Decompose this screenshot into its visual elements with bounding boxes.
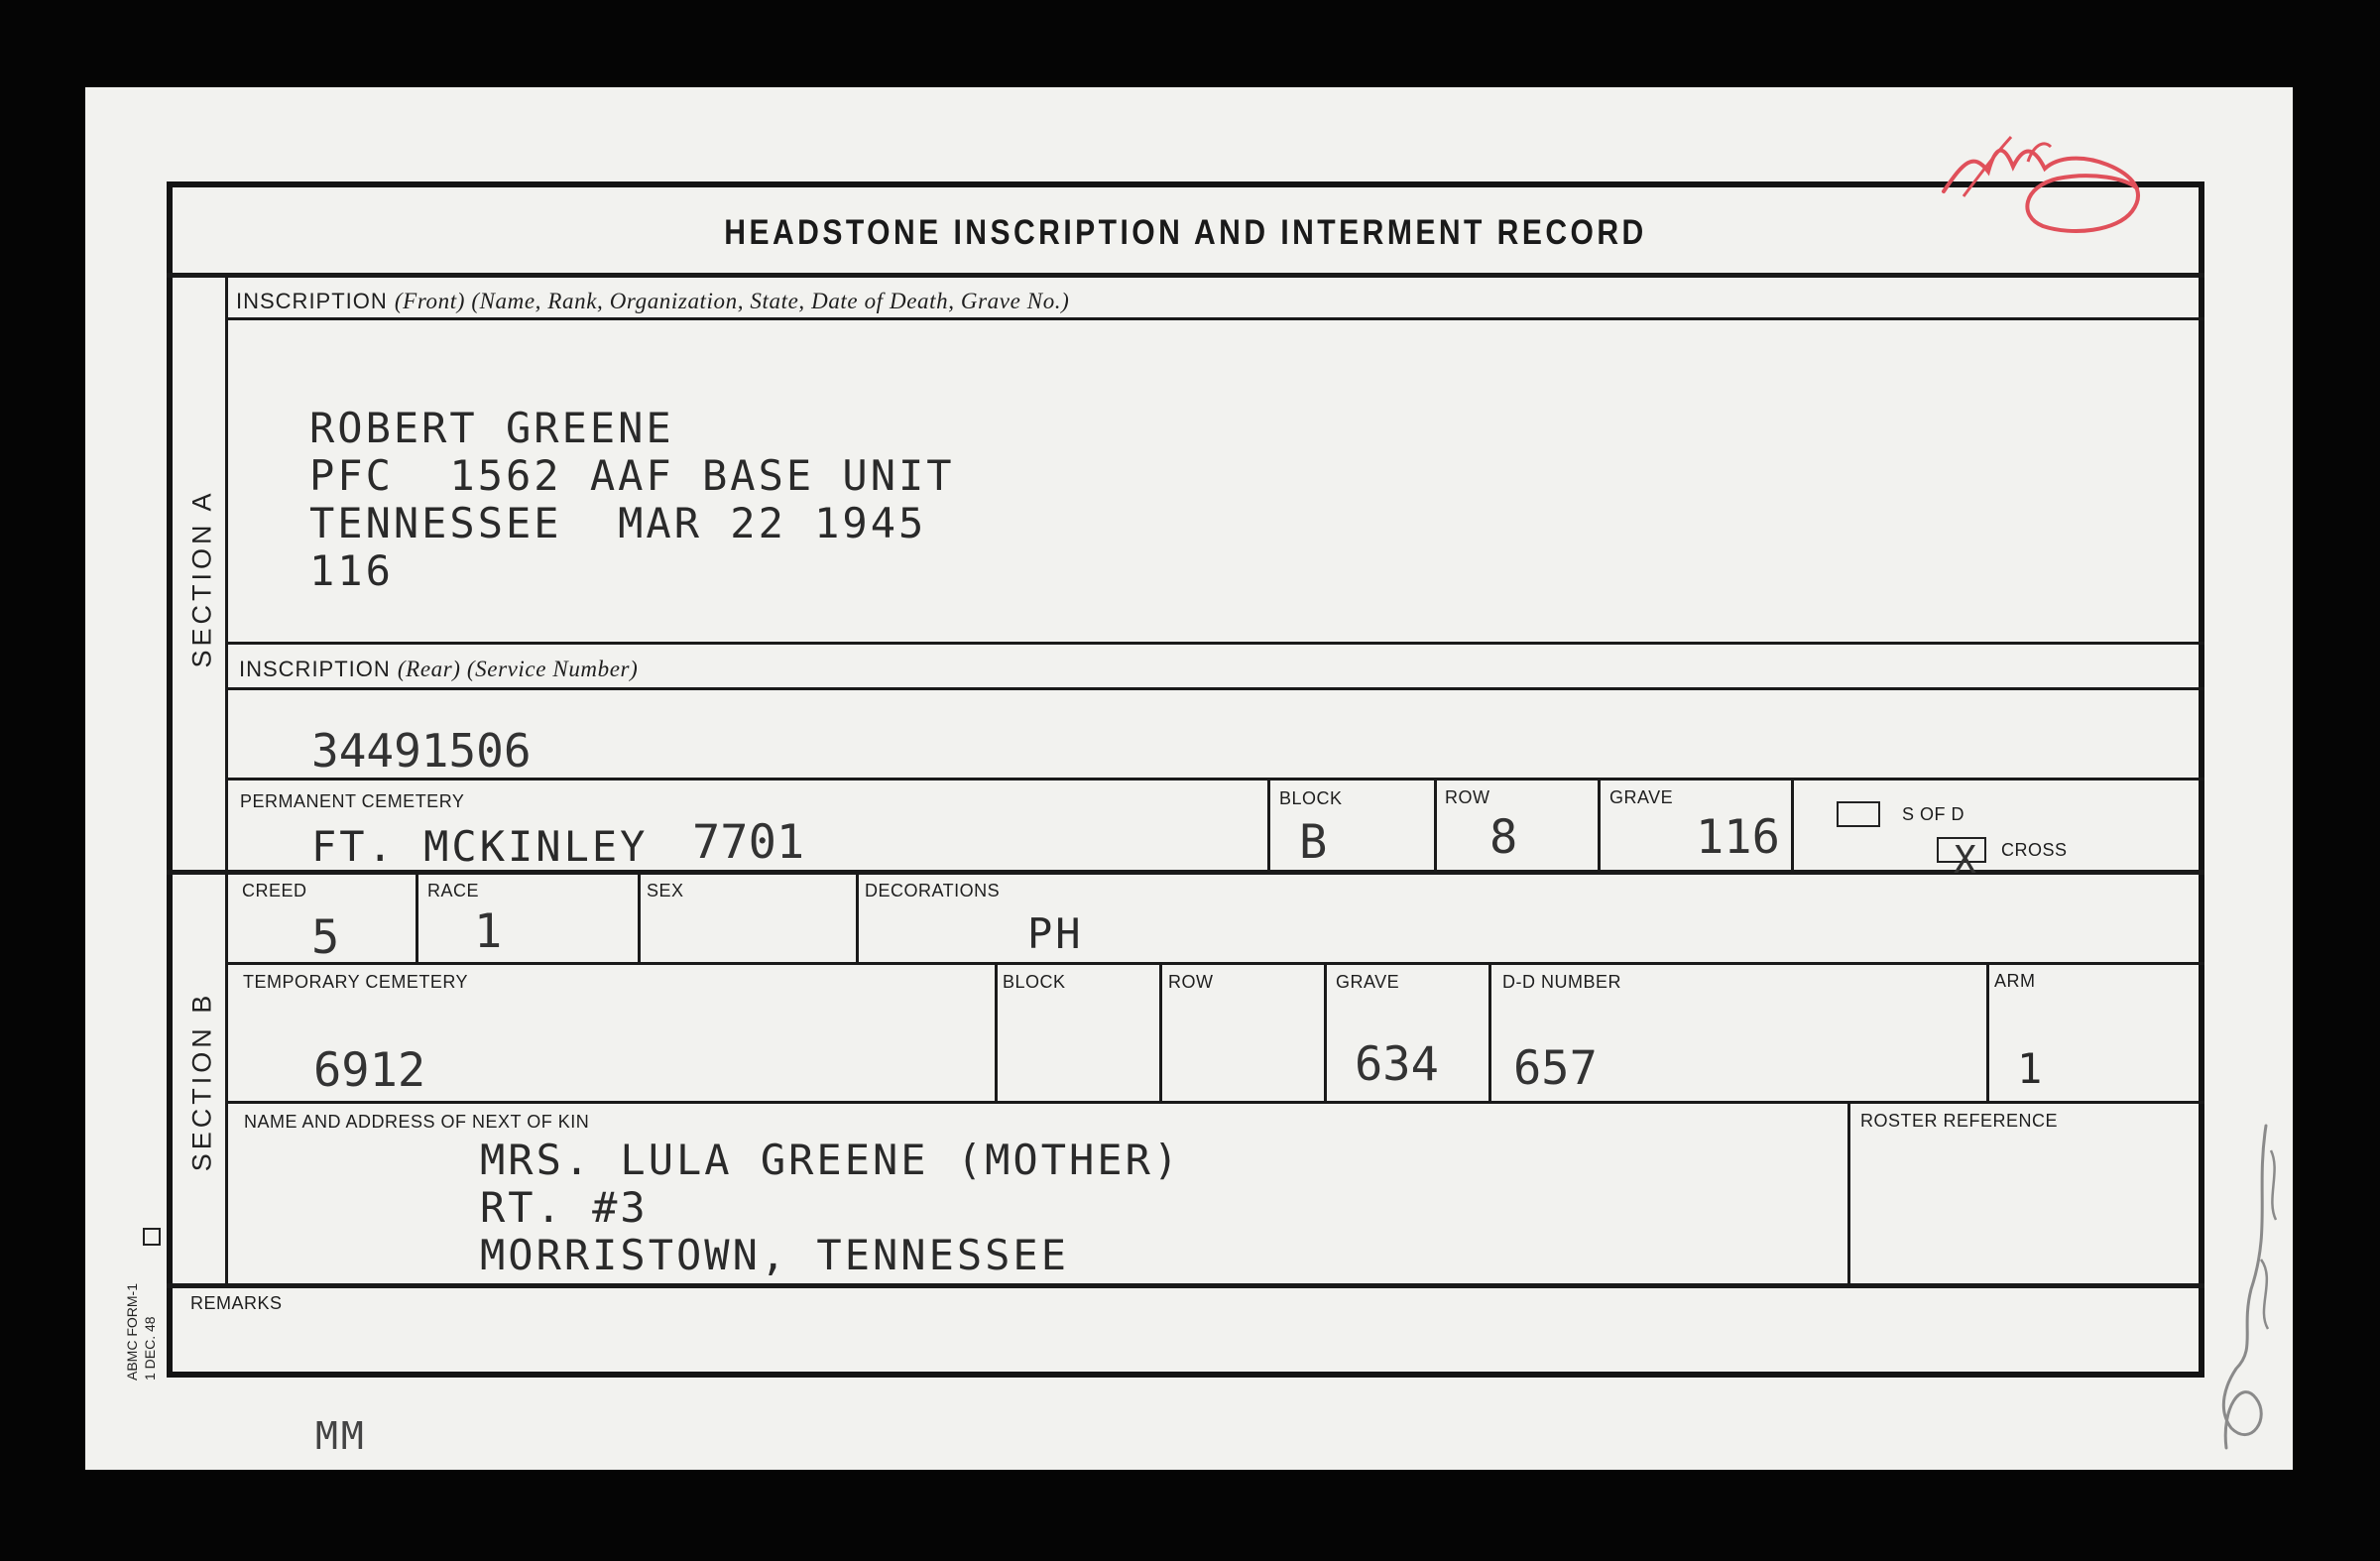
next-of-kin-line: MORRISTOWN, TENNESSEE (480, 1231, 1070, 1279)
decorations-label: DECORATIONS (865, 881, 1001, 901)
service-number: 34491506 (311, 724, 532, 778)
s-of-d-checkbox[interactable] (1837, 801, 1880, 827)
decorations-value: PH (1027, 909, 1084, 958)
title-divider (167, 273, 2204, 278)
front-label-divider (226, 317, 2204, 320)
permanent-cemetery-value: FT. MCKINLEY (311, 822, 649, 871)
inscription-line: PFC 1562 AAF BASE UNIT (309, 451, 955, 500)
cross-check-mark: X (1954, 838, 1976, 882)
section-column-rule (225, 277, 228, 1283)
gray-pencil-scribble (2197, 1111, 2316, 1468)
rear-label-divider (226, 687, 2204, 690)
rule-roster (1847, 1103, 1850, 1283)
rear-inscription-divider (226, 778, 2204, 780)
inscription-line: 116 (309, 546, 394, 595)
red-pencil-scribble (1934, 117, 2162, 256)
rule-race (416, 873, 418, 962)
sex-label: SEX (647, 881, 684, 901)
arm-value: 1 (2017, 1044, 2046, 1093)
inscription-line: TENNESSEE MAR 22 1945 (309, 499, 927, 547)
race-value: 1 (474, 904, 503, 959)
row-label: ROW (1445, 787, 1490, 807)
form-id-box (143, 1228, 161, 1246)
next-of-kin-text (480, 1137, 1181, 1279)
creed-row-divider (226, 962, 2204, 965)
next-of-kin-label: NAME AND ADDRESS OF NEXT OF KIN (244, 1112, 590, 1132)
inscription-line: ROBERT GREENE (309, 404, 674, 452)
row-value: 8 (1489, 810, 1518, 865)
temporary-cemetery-value: 6912 (313, 1043, 426, 1098)
temporary-cemetery-label: TEMPORARY CEMETERY (243, 972, 469, 992)
rear-inscription-label: INSCRIPTION (Rear) (Service Number) (239, 657, 639, 681)
temp-grave-value: 634 (1355, 1037, 1439, 1092)
next-of-kin-line: MRS. LULA GREENE (MOTHER) (480, 1136, 1182, 1184)
remarks-label: REMARKS (190, 1293, 283, 1313)
front-inscription-divider (226, 642, 2204, 645)
front-inscription-label: INSCRIPTION (Front) (Name, Rank, Organization, State, Date of Death, Grave No.) (236, 289, 1070, 313)
temp-cemetery-divider (226, 1101, 2204, 1104)
arm-label: ARM (1994, 971, 2036, 991)
remarks-divider (167, 1283, 2204, 1288)
block-value: B (1299, 815, 1328, 870)
temp-row-label: ROW (1168, 972, 1214, 992)
block-label: BLOCK (1279, 788, 1343, 808)
race-label: RACE (427, 881, 480, 901)
grave-value: 116 (1696, 810, 1780, 865)
rule-temp-grave (1324, 964, 1327, 1101)
section-a-label: SECTION A (186, 489, 217, 668)
rule-arm (1986, 964, 1989, 1101)
rule-decorations (856, 873, 859, 962)
cross-label: CROSS (2001, 840, 2068, 860)
creed-label: CREED (242, 881, 307, 901)
temp-block-label: BLOCK (1003, 972, 1066, 992)
creed-value: 5 (311, 910, 340, 965)
next-of-kin-line: RT. #3 (480, 1183, 649, 1232)
permanent-cemetery-code: 7701 (692, 815, 805, 870)
front-inscription-text (309, 405, 955, 595)
form-id: ABMC FORM-1 1 DEC. 48 (124, 1283, 158, 1381)
rule-dd-number (1488, 964, 1491, 1101)
temp-grave-label: GRAVE (1336, 972, 1400, 992)
rule-sex (638, 873, 641, 962)
s-of-d-label: S OF D (1902, 804, 1965, 824)
roster-reference-label: ROSTER REFERENCE (1860, 1111, 2059, 1131)
form-title: HEADSTONE INSCRIPTION AND INTERMENT RECORD (724, 213, 1647, 252)
rule-temp-row (1159, 964, 1162, 1101)
dd-number-value: 657 (1513, 1041, 1598, 1096)
rule-perm-block (1267, 780, 1270, 870)
rule-perm-marker (1791, 780, 1794, 870)
permanent-cemetery-label: PERMANENT CEMETERY (240, 791, 465, 811)
dd-number-label: D-D NUMBER (1502, 972, 1621, 992)
bottom-initials: MM (315, 1414, 367, 1458)
rule-perm-row (1434, 780, 1437, 870)
rule-temp-block (995, 964, 998, 1101)
section-b-label: SECTION B (186, 991, 217, 1172)
rule-perm-grave (1598, 780, 1601, 870)
grave-label: GRAVE (1609, 787, 1674, 807)
